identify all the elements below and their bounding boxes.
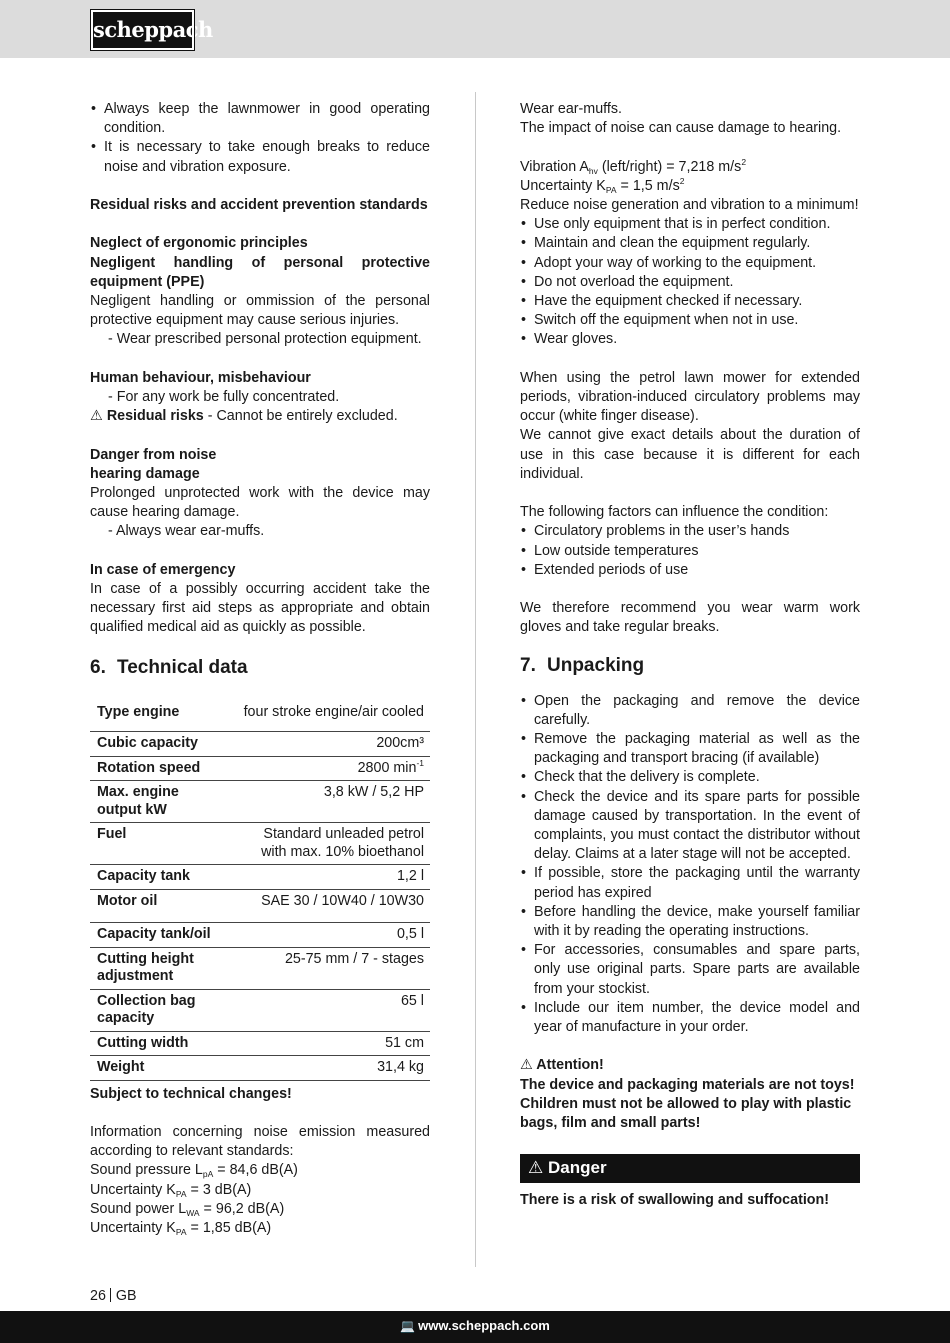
table-row bbox=[90, 823, 430, 865]
list-item: • Check that the delivery is complete. bbox=[520, 768, 860, 787]
danger-label: Danger bbox=[547, 1158, 607, 1178]
unpacking-title bbox=[520, 654, 860, 678]
ppe-text: Negligent handling or ommission of the personal protective equipment may cause serious injuries. bbox=[90, 293, 430, 329]
label: Uncertainty K bbox=[520, 177, 606, 194]
sound-power-line bbox=[90, 1200, 430, 1219]
label: Sound pressure L bbox=[90, 1162, 203, 1179]
table-row bbox=[90, 756, 430, 781]
table-value: 31,4 kg bbox=[377, 1059, 424, 1076]
table-key: Cutting width bbox=[97, 1034, 189, 1051]
label: Uncertainty K bbox=[90, 1220, 176, 1237]
table-value: 200cm³ bbox=[376, 735, 424, 752]
list-item: • Wear gloves. bbox=[520, 330, 860, 349]
ppe-instruction: - Wear prescribed personal protection equipment. bbox=[108, 331, 422, 348]
column-divider bbox=[475, 92, 476, 1267]
sound-pressure-line bbox=[90, 1161, 430, 1180]
danger-text: There is a risk of swallowing and suffocation! bbox=[520, 1192, 830, 1209]
reduce-noise-line: Reduce noise generation and vibration to a minimum! bbox=[520, 197, 859, 213]
rotation-exponent: -1 bbox=[416, 757, 424, 768]
language-code: GB bbox=[115, 1288, 137, 1304]
factors-intro: The following factors can influence the condition: bbox=[520, 504, 829, 521]
list-item: • Include our item number, the device model and year of manufacture in your order. bbox=[520, 999, 860, 1037]
warning-icon: ⚠ bbox=[90, 408, 103, 425]
table-row bbox=[90, 865, 430, 890]
table-key: Capacity tank bbox=[97, 868, 190, 885]
behaviour-heading: Human behaviour, misbehaviour bbox=[90, 369, 311, 386]
list-item: • Check the device and its spare parts for possible damage caused by transportation. In the event of complaints, you must contact the distributor without delay. Claims at a later stage will not be accepted. bbox=[520, 788, 860, 865]
value: = 96,2 dB(A) bbox=[199, 1200, 285, 1217]
label: Vibration A bbox=[520, 158, 589, 175]
value: = 1,5 m/s bbox=[616, 177, 680, 194]
table-key: Capacity tank/oil bbox=[97, 926, 211, 943]
warning-icon: ⚠ bbox=[528, 1158, 544, 1179]
list-item: • It is necessary to take enough breaks to reduce noise and vibration exposure. bbox=[90, 138, 430, 176]
table-row bbox=[90, 989, 430, 1031]
left-column bbox=[90, 100, 430, 1238]
table-key: Motor oil bbox=[97, 892, 158, 909]
factors-list bbox=[520, 522, 860, 580]
table-value: Standard unleaded petrol with max. 10% bioethanol bbox=[261, 826, 424, 860]
vibration-line bbox=[520, 158, 860, 177]
uncertainty-line bbox=[90, 1219, 430, 1238]
brand-logo: scheppach bbox=[91, 10, 194, 50]
value: = 3 dB(A) bbox=[186, 1181, 252, 1198]
right-column bbox=[520, 100, 860, 1210]
table-value: 51 cm bbox=[385, 1034, 424, 1051]
website-link[interactable]: www.scheppach.com bbox=[418, 1318, 550, 1333]
value: = 1,85 dB(A) bbox=[186, 1220, 272, 1237]
technical-data-table bbox=[90, 696, 430, 1081]
list-item: • Adopt your way of working to the equipment. bbox=[520, 254, 860, 273]
warning-icon: ⚠ bbox=[520, 1057, 533, 1074]
computer-icon: 💻 bbox=[400, 1319, 416, 1333]
page-header bbox=[0, 0, 950, 58]
subject-to-changes-note: Subject to technical changes! bbox=[90, 1085, 292, 1102]
list-item: • Do not overload the equipment. bbox=[520, 273, 860, 292]
noise-text: Prolonged unprotected work with the device may cause hearing damage. bbox=[90, 485, 430, 521]
residual-risks-heading: Residual risks and accident prevention standards bbox=[90, 197, 428, 213]
table-value: four stroke engine/air cooled bbox=[243, 703, 424, 720]
list-item: • Before handling the device, make yourself familiar with it by reading the operating instructions. bbox=[520, 903, 860, 941]
ppe-heading: Negligent handling of personal protective equipment (PPE) bbox=[90, 254, 430, 290]
list-item: • Remove the packaging material as well as the packaging and transport bracing (if available) bbox=[520, 730, 860, 768]
attention-label: Attention! bbox=[536, 1057, 604, 1074]
list-item: • Extended periods of use bbox=[520, 561, 860, 580]
table-row bbox=[90, 889, 430, 923]
table-value bbox=[215, 756, 430, 781]
table-value: 1,2 l bbox=[396, 868, 424, 885]
list-item: • Circulatory problems in the user’s hands bbox=[520, 522, 860, 541]
emergency-text: In case of a possibly occurring accident take the necessary first aid steps as appropriate and obtain qualified medical aid as quickly as possible. bbox=[90, 581, 430, 636]
table-row bbox=[90, 1031, 430, 1056]
list-item: • Maintain and clean the equipment regularly. bbox=[520, 234, 860, 253]
ergonomic-heading: Neglect of ergonomic principles bbox=[90, 235, 308, 252]
label: Sound power L bbox=[90, 1200, 187, 1217]
residual-risks-label: Residual risks bbox=[106, 408, 204, 425]
behaviour-instruction: - For any work be fully concentrated. bbox=[108, 389, 340, 405]
top-bullet-list bbox=[90, 100, 430, 177]
emergency-heading: In case of emergency bbox=[90, 561, 236, 578]
table-value: 25-75 mm / 7 - stages bbox=[284, 950, 424, 967]
value: = 84,6 dB(A) bbox=[213, 1162, 298, 1179]
subscript: PA bbox=[605, 184, 617, 195]
ear-muffs-line: Wear ear-muffs. bbox=[520, 101, 622, 117]
noise-impact-line: The impact of noise can cause damage to hearing. bbox=[520, 120, 842, 137]
label: Uncertainty K bbox=[90, 1181, 176, 1198]
list-item: • If possible, store the packaging until the warranty period has expired bbox=[520, 864, 860, 902]
table-key: Collection bag capacity bbox=[97, 992, 196, 1027]
table-key: Type engine bbox=[97, 703, 180, 720]
rotation-value: 2800 min bbox=[357, 759, 417, 776]
hearing-damage-heading: hearing damage bbox=[90, 465, 200, 482]
uncertainty-line bbox=[90, 1181, 430, 1200]
table-key: Cutting height adjustment bbox=[97, 950, 194, 985]
value: (left/right) = 7,218 m/s bbox=[597, 158, 742, 175]
page-number bbox=[90, 1287, 137, 1305]
list-item: • Have the equipment checked if necessary. bbox=[520, 292, 860, 311]
table-key: Weight bbox=[97, 1059, 145, 1076]
table-row bbox=[90, 781, 430, 823]
page-footer bbox=[0, 1311, 950, 1343]
table-value: 65 l bbox=[400, 992, 424, 1009]
recommendation-text: We therefore recommend you wear warm work gloves and take regular breaks. bbox=[520, 600, 860, 636]
table-value: 3,8 kW / 5,2 HP bbox=[323, 784, 424, 801]
table-row bbox=[90, 923, 430, 948]
residual-risks-note bbox=[90, 407, 430, 426]
table-row bbox=[90, 947, 430, 989]
table-key: Rotation speed bbox=[97, 759, 201, 776]
list-item: • Use only equipment that is in perfect condition. bbox=[520, 215, 860, 234]
page-number-value: 26 bbox=[90, 1288, 106, 1304]
table-row bbox=[90, 696, 430, 732]
section-title: Technical data bbox=[117, 656, 248, 678]
noise-instruction: - Always wear ear-muffs. bbox=[108, 523, 265, 540]
technical-data-title bbox=[90, 656, 430, 680]
unpacking-list bbox=[520, 692, 860, 1038]
extended-use-text: When using the petrol lawn mower for extended periods, vibration-induced circulatory problems may occur (white finger disease). bbox=[520, 369, 860, 425]
subscript: hv bbox=[588, 165, 598, 176]
table-key: Fuel bbox=[97, 826, 127, 843]
list-item: • Open the packaging and remove the device carefully. bbox=[520, 692, 860, 730]
section-title: Unpacking bbox=[547, 654, 645, 676]
attention-text: The device and packaging materials are not toys! Children must not be allowed to play with plastic bags, film and small parts! bbox=[520, 1076, 855, 1132]
list-item: • Switch off the equipment when not in use. bbox=[520, 311, 860, 330]
table-row bbox=[90, 1056, 430, 1081]
table-value: 0,5 l bbox=[396, 926, 424, 943]
noise-heading: Danger from noise bbox=[90, 446, 217, 463]
section-number: 6. bbox=[90, 656, 106, 678]
subscript: WA bbox=[186, 1207, 200, 1218]
subscript: PA bbox=[175, 1188, 187, 1199]
table-key: Max. engine output kW bbox=[97, 784, 179, 818]
superscript: 2 bbox=[679, 175, 685, 186]
section-number: 7. bbox=[520, 654, 536, 676]
table-row bbox=[90, 732, 430, 757]
list-item: • Always keep the lawnmower in good operating condition. bbox=[90, 100, 430, 138]
table-key: Cubic capacity bbox=[97, 735, 198, 752]
list-item: • For accessories, consumables and spare parts, only use original parts. Spare parts are available from your stockist. bbox=[520, 941, 860, 999]
noise-emission-intro: Information concerning noise emission measured according to relevant standards: bbox=[90, 1124, 430, 1160]
table-value: SAE 30 / 10W40 / 10W30 bbox=[261, 892, 424, 909]
list-item: • Low outside temperatures bbox=[520, 542, 860, 561]
residual-risks-text: - Cannot be entirely excluded. bbox=[203, 408, 398, 425]
reduce-bullet-list bbox=[520, 215, 860, 349]
subscript: pA bbox=[202, 1169, 214, 1180]
duration-text: We cannot give exact details about the duration of use in this case because it is different for each individual. bbox=[520, 427, 860, 482]
danger-banner bbox=[520, 1154, 860, 1183]
superscript: 2 bbox=[741, 156, 747, 167]
attention-heading bbox=[520, 1056, 860, 1075]
subscript: PA bbox=[175, 1227, 187, 1238]
uncertainty-line bbox=[520, 177, 860, 196]
